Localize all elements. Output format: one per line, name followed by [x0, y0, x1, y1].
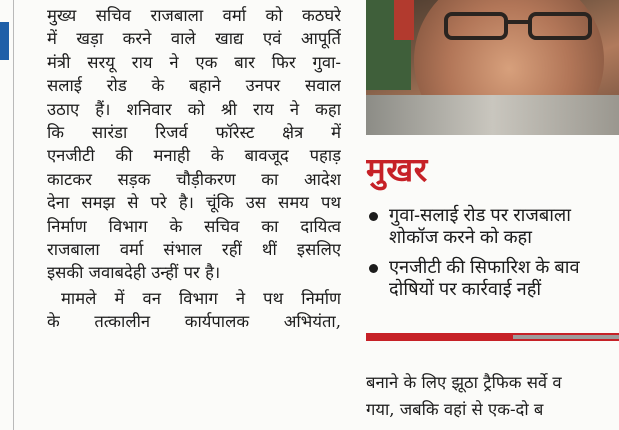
text-line: देना समझ से परे है। चूंकि उस समय पथ	[47, 193, 341, 213]
glasses-icon	[444, 10, 594, 42]
text-line: मुख्य सचिव राजबाला वर्मा को कठघरे	[47, 6, 341, 25]
text-line: इसकी जवाबदेही उन्हीं पर है।	[47, 263, 221, 283]
text-line: सलाई रोड के बहाने उनपर सवाल	[47, 76, 341, 96]
photo-background-accent	[394, 0, 414, 40]
bullet-dot-icon	[369, 212, 378, 221]
text-line: कि सारंडा रिजर्व फॉरेस्ट क्षेत्र में	[47, 123, 341, 143]
sidebar-headline: मुखर	[366, 150, 428, 189]
bullet-line: शोकॉज करने को कहा	[389, 227, 532, 247]
bullet-line: गुवा-सलाई रोड पर राजबाला	[389, 205, 571, 225]
portrait-photo	[366, 0, 619, 135]
text-line: काटकर सड़क चौड़ीकरण का आदेश	[47, 169, 341, 189]
text-line: राजबाला वर्मा संभाल रहीं थीं इसलिए	[47, 240, 341, 260]
text-line: निर्माण विभाग के सचिव का दायित्व	[47, 216, 341, 236]
text-line: में खड़ा करने वाले खाद्य एवं आपूर्ति	[47, 29, 341, 49]
column-divider	[13, 0, 14, 430]
list-item	[366, 204, 619, 248]
section-edge-marker	[0, 22, 9, 60]
text-line: मामले में वन विभाग ने पथ निर्माण	[61, 288, 341, 308]
divider-bar-gray	[513, 335, 619, 339]
bullet-line: दोषियों पर कार्रवाई नहीं	[389, 279, 542, 299]
portrait-shirt	[366, 95, 619, 135]
text-line: बनाने के लिए झूठा ट्रैफिक सर्वे व	[366, 373, 562, 392]
divider-bar	[366, 333, 619, 341]
bullet-list	[366, 204, 619, 308]
text-line: के तत्कालीन कार्यपालक अभियंता,	[47, 312, 341, 332]
bullet-line: एनजीटी की सिफारिश के बाव	[389, 257, 580, 277]
main-article-column	[47, 0, 341, 430]
text-line: मंत्री सरयू राय ने एक बार फिर गुवा-	[47, 52, 341, 72]
sidebar-column	[366, 0, 619, 430]
list-item	[366, 256, 619, 300]
paragraph-1	[47, 4, 341, 285]
text-line: एनजीटी की मनाही के बावजूद पहाड़	[47, 146, 341, 166]
sidebar-body-text	[366, 369, 619, 423]
text-line: गया, जबकि वहां से एक-दो ब	[366, 400, 544, 419]
text-line: उठाए हैं। शनिवार को श्री राय ने कहा	[47, 99, 341, 119]
paragraph-2	[47, 287, 341, 334]
bullet-dot-icon	[369, 264, 378, 273]
